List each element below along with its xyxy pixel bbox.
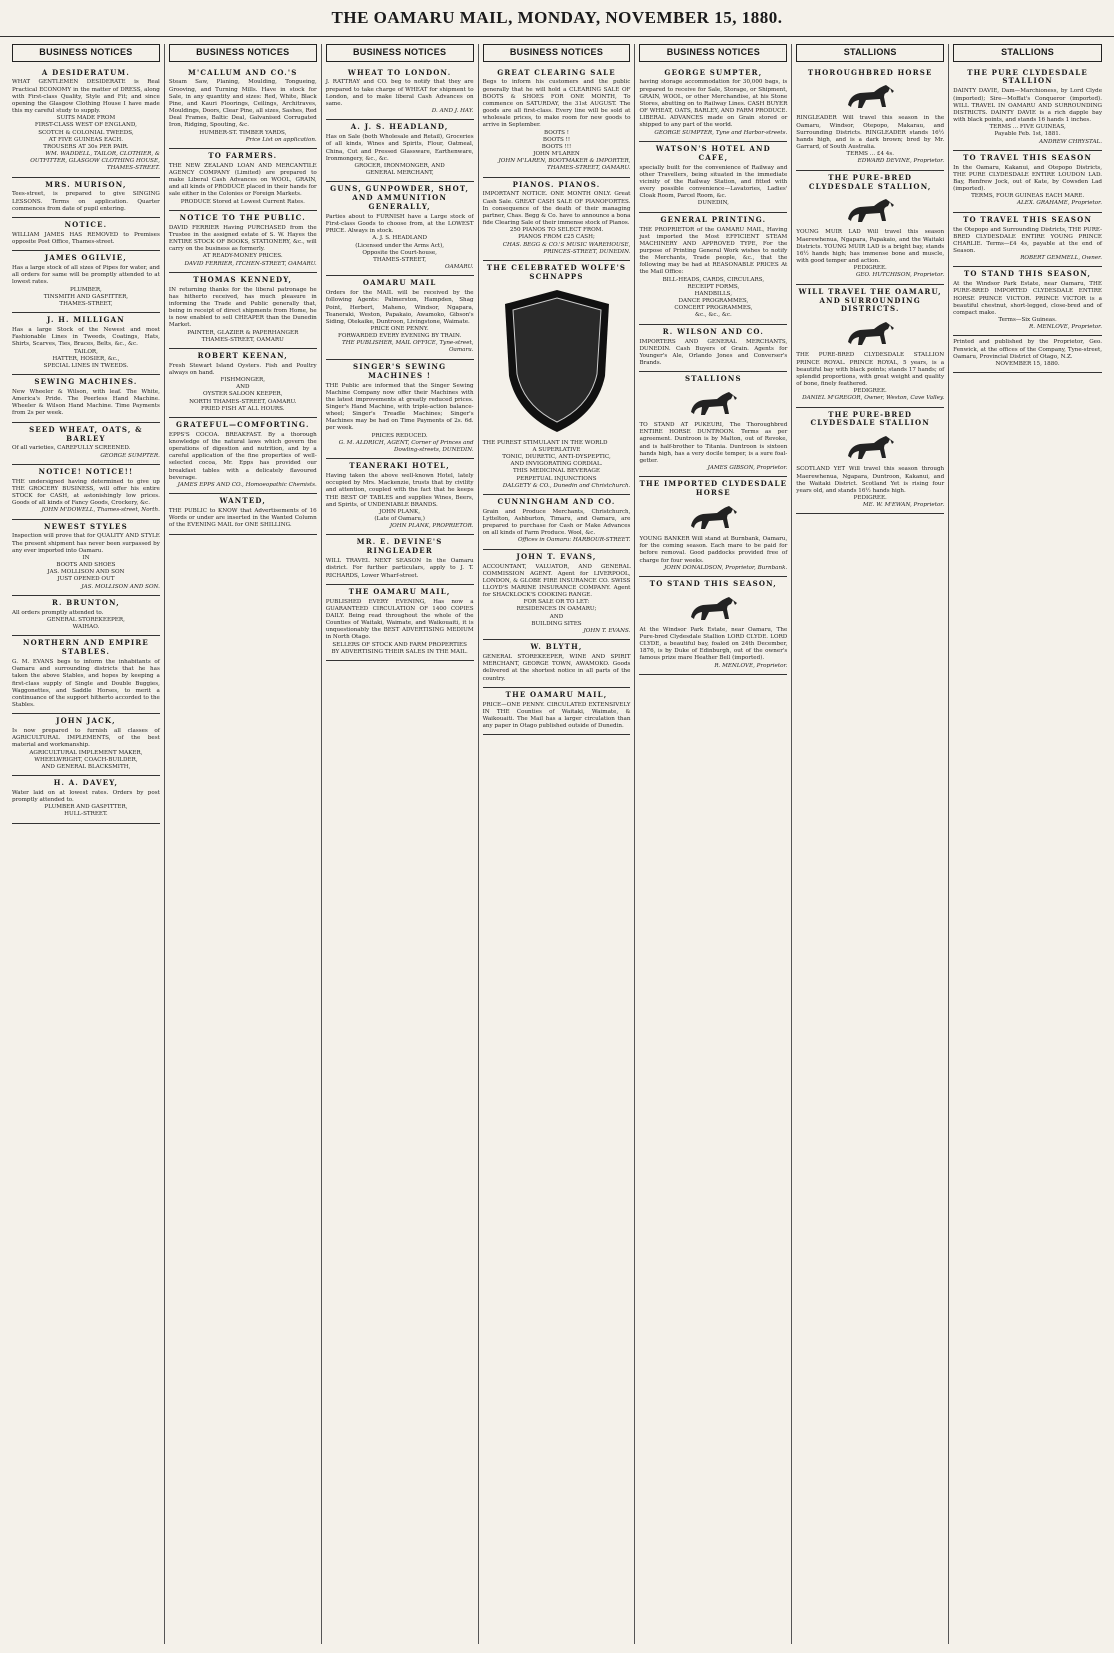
column-1 <box>8 44 165 1644</box>
advertisement <box>12 596 160 636</box>
ad-line: SUITS MADE FROM <box>56 115 116 122</box>
ad-line: TERMS, FOUR GUINEAS EACH MARE. <box>971 193 1085 200</box>
ad-body: Parties about to FURNISH have a Large stock of First-class Goods to choose from, at the LOWEST PRICE. Always in stock. <box>325 214 474 235</box>
ad-title: GENERAL PRINTING. <box>660 214 767 224</box>
ad-line: PAINTER, GLAZIER & PAPERHANGER <box>187 329 299 336</box>
advertisement <box>953 66 1102 151</box>
advertisement <box>953 151 1102 213</box>
ad-title: NEWEST STYLES <box>44 521 128 531</box>
ad-title: A DESIDERATUM. <box>41 67 131 77</box>
ad-title: R. BRUNTON, <box>52 597 120 607</box>
ad-line: TINSMITH AND GASFITTER, <box>43 293 129 300</box>
ad-body: IMPORTERS AND GENERAL MERCHANTS, DUNEDIN. Cash Buyers of Grain. Agents for Younger's Ale, Orlando Jones and Converser's Brands. <box>639 338 788 366</box>
ad-title: GUNS, GUNPOWDER, SHOT, AND AMMUNITION GENERALLY, <box>330 184 470 212</box>
ad-title: THE OAMARU MAIL, <box>505 689 608 699</box>
ad-title: TO TRAVEL THIS SEASON <box>963 214 1093 224</box>
ad-body: J. RATTRAY and CO. beg to notify that they are prepared to take charge of WHEAT for shipment to London, and to make liberal Cash Advances on same. <box>325 79 474 107</box>
column-heading: BUSINESS NOTICES <box>483 44 631 62</box>
ad-signature: GEORGE SUMPTER. <box>100 452 160 459</box>
ad-title: TO STAND THIS SEASON, <box>964 269 1092 279</box>
advertisement <box>169 211 317 273</box>
ad-title: THE OAMARU MAIL, <box>348 586 451 596</box>
ad-title: OAMARU MAIL <box>362 278 437 288</box>
ad-body: the Otepopo and Surrounding Districts, THE PURE-BRED CLYDESDALE ENTIRE YOUNG PRINCE CHARLIE. Terms—£4 4s, payable at the end of Season. <box>953 226 1103 254</box>
ad-body: THE PURE-BRED CLYDESDALE STALLION PRINCE ROYAL. PRINCE ROYAL, 5 years, is a beautiful bay with black points; stands 17 hands; of splendid proportions, with great weight and quality of bone, finely feathered. <box>796 352 945 388</box>
ad-title: MRS. MURISON, <box>45 179 127 189</box>
advertisement <box>639 325 787 373</box>
ad-signature: JOHN M'LAREN, BOOTMAKER & IMPORTER, THAMES-STREET, OAMARU. <box>498 158 631 172</box>
advertisement <box>326 585 474 661</box>
ad-body: THE undersigned having determined to give up THE GROCERY BUSINESS, will offer his entire STOCK for CASH, at astonishingly low prices. Goods of all kinds of Fancy Goods, Crockery, &c. <box>12 478 160 507</box>
ad-body: SCOTLAND YET Will travel this season through Maerewhenua, Ngapara, Duntroon, Kakanui, and the Waitaki District. Scotland Yet is rising four years old, and stands 16½ hands high. <box>796 466 945 494</box>
ad-body: Grain and Produce Merchants, Christchurch, Lyttelton, Ashburton, Timaru, and Oamaru, are prepared to purchase for Cash or Make Advances on all kinds of Farm Produce. Wool, &c. <box>482 508 631 537</box>
ad-signature: JOHN M'DOWELL, Thames-street, North. <box>41 507 160 514</box>
ad-signature: ROBERT GEMMELL, Owner. <box>1020 255 1103 262</box>
ad-line: SCOTCH & COLONIAL TWEEDS, <box>38 129 134 136</box>
column-4 <box>479 44 636 1644</box>
ad-title: JOHN T. EVANS, <box>516 551 597 561</box>
ad-body: ACCOUNTANT, VALUATOR, AND GENERAL COMMISSION AGENT. Agent for LIVERPOOL, LONDON, & GLOBE FIRE INSURANCE CO. SWISS LLOYD'S MARINE INSURANCE COMPANY. Agent for SHACKLOCK'S COOKING RANGE. <box>482 563 631 599</box>
ad-title: PIANOS. PIANOS. <box>512 179 601 189</box>
ad-body: G. M. EVANS begs to inform the inhabitants of Oamaru and surrounding districts that he has taken the above Stables, and hopes by keeping a first-class supply of Single and Double Buggies, Waggonettes, and Saddle Horses, to merit a continuance of the support hitherto accorded to the Stables. <box>12 659 160 708</box>
ad-line: PERPETUAL INJUNCTIONS <box>516 475 597 482</box>
ad-signature: G. M. ALDRICH, AGENT, Corner of Princes and Dowling-streets, DUNEDIN. <box>338 439 474 453</box>
advertisement <box>953 213 1102 268</box>
advertisement <box>639 213 787 325</box>
ad-body: DAINTY DAVIE, Dam—Marchioness, by Lord Clyde (imported); Sire—Moffat's Conqueror (imported). WILL TRAVEL IN OAMARU AND SURROUNDING DISTRICTS. DAINTY DAVIE is a rich dapple bay with black points, and stands 16 hands 1 inches. <box>953 88 1103 124</box>
ad-signature: DANIEL M'GREGOR, Owner, Weston, Cave Valley. <box>802 395 945 402</box>
ad-body: RINGLEADER Will travel this season in the Oamaru, Windsor, Otepopo, Makarau, and Surrounding Districts. RINGLEADER stands 16½ hands high, and is a dark brown; bred by Mr. Garrard, of South Australia. <box>796 115 945 151</box>
ad-signature: R. MENLOVE, Proprietor. <box>714 662 788 669</box>
column-heading: STALLIONS <box>953 44 1102 62</box>
ad-line: 250 PIANOS TO SELECT FROM. <box>509 227 604 234</box>
ad-line: TERMS ... FIVE GUINEAS, <box>989 124 1066 131</box>
ad-line: AND GENERAL BLACKSMITH, <box>41 763 131 770</box>
advertisement <box>639 577 787 675</box>
ad-line: RECEIPT FORMS, <box>687 283 740 290</box>
ad-body: Of all varieties, CAREFULLY SCREENED. <box>12 445 131 452</box>
ad-line: A SUPERLATIVE <box>532 446 581 453</box>
column-6 <box>792 44 949 1644</box>
advertisement <box>796 408 944 515</box>
ad-title: GEORGE SUMPTER, <box>664 67 763 77</box>
ad-line: TROUSERS AT 30s PER PAIR. <box>43 143 129 150</box>
advertisement <box>326 459 474 535</box>
ad-body: DAVID FERRIER Having PURCHASED from the Trustee in the assigned estate of S. W. Hayes the ENTIRE STOCK OF BOOKS, STATIONERY, &c., will carry on the business as formerly. <box>168 224 317 253</box>
advertisement <box>483 66 631 178</box>
ad-line: FIRST-CLASS WEST OF ENGLAND, <box>34 122 137 129</box>
column-heading: BUSINESS NOTICES <box>12 44 160 62</box>
ad-line: HATTER, HOSIER, &c., <box>52 355 120 362</box>
ad-line: IN <box>82 554 90 561</box>
advertisement <box>326 276 474 359</box>
ad-title: WANTED, <box>219 496 267 506</box>
ad-line: (Late of Oamaru,) <box>374 515 425 522</box>
ad-title: J. H. MILLIGAN <box>46 315 125 325</box>
ad-signature: R. MENLOVE, Proprietor. <box>1029 324 1103 331</box>
advertisement <box>12 520 160 596</box>
ad-body: having storage accommodation for 30,000 bags, is prepared to receive for Sale, Storage, or Shipment, GRAIN, WOOL, or other Merchandise, at his Stone Stores, abutting on to Railway Lines. CASH BUYER OF WHEAT, OATS, BARLEY, AND FARM PRODUCE. LIBERAL ADVANCES made on Grain stored or shipped to any part of the world. <box>639 79 788 129</box>
ad-signature: JAMES GIBSON, Proprietor. <box>707 465 788 472</box>
ad-line: THAMES-STREET, <box>59 300 113 307</box>
ad-line: PRODUCE Stored at Lowest Current Rates. <box>180 198 305 205</box>
ad-signature: JOHN PLANK, PROPRIETOR. <box>389 523 474 530</box>
advertisement <box>326 66 474 121</box>
ad-title: TEANERAKI HOTEL, <box>349 461 450 471</box>
ad-signature: JAMES EPPS AND CO., Homoeopathic Chemists. <box>177 481 317 488</box>
advertisement <box>12 251 160 313</box>
ad-line: Opposite the Court-house, <box>362 249 437 256</box>
ad-line: OYSTER SALOON KEEPER, <box>203 391 283 398</box>
ad-line: AND <box>549 613 564 620</box>
advertisement <box>12 218 160 251</box>
advertisement <box>953 336 1102 373</box>
ad-title: TO STAND THIS SEASON, <box>649 578 777 588</box>
ad-signature: D. AND J. HAY. <box>431 108 474 115</box>
advertisement <box>169 349 317 418</box>
column-heading: BUSINESS NOTICES <box>326 44 474 62</box>
ad-body: GENERAL STOREKEEPER, WINE AND SPIRIT MERCHANT, GEORGE TOWN, AWAMOKO. Goods delivered at the shortest notice in all parts of the country. <box>482 654 631 682</box>
horse-engraving-icon <box>840 430 900 464</box>
column-7 <box>949 44 1106 1644</box>
ad-body: All orders promptly attended to. <box>12 609 104 616</box>
ad-line: JOHN M'LAREN <box>533 151 580 158</box>
ad-line: AND INVIGORATING CORDIAL. <box>510 461 603 468</box>
schnapps-shield-icon <box>497 286 617 436</box>
column-heading: STALLIONS <box>796 44 944 62</box>
ad-line: Payable Feb. 1st, 1881. <box>994 131 1061 138</box>
ad-line: JUST OPENED OUT <box>57 576 115 583</box>
ad-line: NORTH THAMES-STREET, OAMARU. <box>189 398 297 405</box>
advertisement <box>483 495 631 550</box>
ad-line: PIANOS FROM £25 CASH; <box>518 234 595 241</box>
ad-title: A. J. S. HEADLAND, <box>350 122 449 132</box>
ad-title: M'CALLUM AND CO.'S <box>188 67 298 77</box>
ad-line: TONIC, DIURETIC, ANTI-DYSPEPTIC, <box>502 454 611 461</box>
ad-body: WHAT GENTLEMEN DESIDERATE is Real Practical ECONOMY in the matter of DRESS, along with First-class Quality, Style and Fit; and since opening the Glasgow Clothing House I have made this my careful study to supply. <box>12 79 160 115</box>
ad-line: WHEELWRIGHT, COACH-BUILDER, <box>34 756 138 763</box>
ad-title: TO FARMERS. <box>208 150 278 160</box>
ad-line: Terms—Six Guineas. <box>998 317 1057 324</box>
advertisement <box>12 423 160 465</box>
ad-title: H. A. DAVEY, <box>53 778 119 788</box>
ad-title: THE IMPORTED CLYDESDALE HORSE <box>639 479 788 498</box>
ad-line: JAS. MOLLISON AND SON <box>47 569 125 576</box>
column-3 <box>322 44 479 1644</box>
ad-title: NOTICE TO THE PUBLIC. <box>179 212 306 222</box>
advertisement <box>639 372 787 477</box>
advertisement <box>796 66 944 171</box>
ad-body: TO STAND AT PUKEURI, The Thoroughbred ENTIRE HORSE DUNTROON. Terms as per agreement. Duntroon is by Malton, out of Revoke, and is half-brother to Titania. Duntroon is sixteen hands high, has a very docile temper, is a sure foal-getter. <box>639 422 788 464</box>
horse-engraving-icon <box>683 591 743 625</box>
masthead-title: THE OAMARU MAIL, MONDAY, NOVEMBER 15, 1880. <box>0 0 1114 37</box>
ad-signature: EDWARD DEVINE, Proprietor. <box>857 158 945 165</box>
ad-line: PRICES REDUCED. <box>371 432 428 439</box>
advertisement <box>169 494 317 534</box>
advertisement <box>483 550 631 641</box>
ad-line: PEDIGREE. <box>853 388 887 395</box>
ad-body: THE NEW ZEALAND LOAN AND MERCANTILE AGENCY COMPANY (Limited) are prepared to make Liberal Cash Advances on WOOL, GRAIN, and all kinds of PRODUCE placed in their hands for sale either in the Colonies or Foreign Markets. <box>168 162 317 198</box>
ad-body: THE PROPRIETOR of the OAMARU MAIL, Having just imported the Most EFFICIENT STEAM MACHINERY AND APPROVED TYPE, For the purpose of Printing General Work wishes to notify the Merchants, Trade people, &c., that the following may be had at REASONABLE PRICES At the Mail Office: <box>639 226 788 276</box>
ad-body: THE PUBLIC to KNOW that Advertisements of 16 Words or under are inserted in the Wanted Column of the EVENING MAIL for ONE SHILLING. <box>168 508 317 529</box>
advertisement <box>483 640 631 688</box>
ad-line: BOOTS !! <box>542 136 571 143</box>
ad-line: CONCERT PROGRAMMES, <box>674 305 753 312</box>
ad-line: FISHMONGER, <box>220 377 266 384</box>
advertisement <box>12 776 160 824</box>
ad-line: FORWARDED EVERY EVENING BY TRAIN. <box>338 333 462 340</box>
advertisement <box>169 273 317 349</box>
advertisement <box>483 688 631 736</box>
advertisement <box>639 66 787 142</box>
ad-body: Having taken the above well-known Hotel, lately occupied by Mrs. Mackenzie, trusts that by civility and attention, coupled with the fact that he keeps THE BEST OF TABLES and supplies Wines, Beers, and Spirits, of UNDENIABLE BRANDS. <box>325 473 474 508</box>
horse-engraving-icon <box>840 316 900 350</box>
ad-body: Inspection will prove that for QUALITY AND STYLE The present shipment has never been surpassed by any ever imported into Oamaru. <box>12 533 160 554</box>
ad-signature: THE PUBLISHER, MAIL OFFICE, Tyne-street, Oamaru. <box>342 340 474 354</box>
ad-body: Is now prepared to furnish all classes of AGRICULTURAL IMPLEMENTS, of the best material and workmanship. <box>12 728 160 749</box>
ad-title: THE PURE-BRED CLYDESDALE STALLION, <box>808 172 932 191</box>
ad-title: WILL TRAVEL THE OAMARU, AND SURROUNDING DISTRICTS. <box>798 286 942 314</box>
ad-body: Fresh Stewart Island Oysters. Fish and Poultry always on hand. <box>168 362 317 376</box>
ad-line: TERMS ... £4 4s. <box>846 151 895 158</box>
ad-line: PRICE ONE PENNY. <box>370 325 429 332</box>
ad-title: R. WILSON AND CO. <box>662 326 764 336</box>
ad-body: PUBLISHED EVERY EVENING, Has now a GUARANTEED CIRCULATION OF 1400 COPIES DAILY. Being read throughout the whole of the Counties of Waitaki, Waimate, and Waikouaiti, it is unquestionably the BEST ADVERTISING MEDIUM in North Otago. <box>325 598 474 641</box>
ad-signature: OAMARU. <box>444 264 474 271</box>
ad-signature: GEO. HUTCHISON, Proprietor. <box>855 272 945 279</box>
ad-line: WAIHAO. <box>72 623 100 630</box>
advertisement <box>12 465 160 520</box>
ad-title: WHEAT TO LONDON. <box>347 67 452 77</box>
column-heading: BUSINESS NOTICES <box>169 44 317 62</box>
ad-title: THE PURE CLYDESDALE STALLION <box>967 67 1088 86</box>
ad-line: &c., &c., &c. <box>694 312 732 319</box>
ad-line: PEDIGREE. <box>853 495 887 502</box>
ad-title: GREAT CLEARING SALE <box>497 67 616 77</box>
horse-engraving-icon <box>683 386 743 420</box>
ad-title: NOTICE! NOTICE!! <box>38 466 134 476</box>
ad-title: GRATEFUL—COMFORTING. <box>175 419 310 429</box>
ad-title: THE PURE-BRED CLYDESDALE STALLION <box>810 409 930 428</box>
ad-line: PLUMBER AND GASFITTER, <box>44 804 128 811</box>
ad-line: HULL-STREET. <box>64 811 108 818</box>
advertisement <box>12 178 160 218</box>
advertisement <box>12 66 160 178</box>
ad-line: SPECIAL LINES IN TWEEDS. <box>43 362 129 369</box>
advertisement <box>796 285 944 408</box>
ad-signature: Offices in Oamaru: HARBOUR-STREET. <box>517 537 631 544</box>
ad-signature: Price List on application. <box>245 136 317 143</box>
ad-line: DANCE PROGRAMMES, <box>678 298 749 305</box>
horse-engraving-icon <box>683 500 743 534</box>
ad-line: RESIDENCES IN OAMARU; <box>516 606 597 613</box>
advertisement <box>12 714 160 776</box>
ad-body: Tees-street, is prepared to give SINGING LESSONS. Terms on application. Quarter commences from date of pupil entering. <box>12 191 160 212</box>
ad-body: PRICE—ONE PENNY. CIRCULATED EXTENSIVELY IN THE Counties of Waitaki, Waimate, & Waikouaiti. The Mail has a larger circulation than any paper in Otago published outside of Dunedin. <box>482 701 631 730</box>
ad-line: BOOTS ! <box>544 129 569 136</box>
ad-title: THOROUGHBRED HORSE <box>807 67 933 77</box>
ad-signature: GEORGE SUMPTER, Tyne and Harbor-streets. <box>654 129 788 136</box>
advertisement <box>12 313 160 375</box>
ad-signature: WM. WADDELL, TAILOR, CLOTHIER, & OUTFITTER, GLASGOW CLOTHING HOUSE, THAMES-STREET. <box>30 151 160 172</box>
ad-title: W. BLYTH, <box>530 642 583 652</box>
ad-body: WILLIAM JAMES HAS REMOVED to Premises opposite Post Office, Thames-street. <box>12 231 160 246</box>
ad-line: FRIED FISH AT ALL HOURS. <box>201 405 285 412</box>
ad-body: IMPORTANT NOTICE. ONE MONTH ONLY. Great Cash Sale. GREAT CASH SALE OF PIANOFORTES. In consequence of the death of their managing partner, Chas. Begg & Co. have to announce a bona fide Clearing Sale of their immense stock of Pianos. <box>482 191 631 227</box>
ad-line: AT FIVE GUINEAS EACH. <box>48 136 124 143</box>
ad-line: PLUMBER, <box>70 286 102 293</box>
ad-signature: DALGETY & CO., Dunedin and Christchurch. <box>502 482 631 489</box>
ad-signature: ANDREW CHRYSTAL. <box>1039 138 1103 145</box>
ad-title: SINGER'S SEWING MACHINES ! <box>352 361 447 380</box>
ad-line: DUNEDIN, <box>697 200 729 207</box>
ad-line: (Licensed under the Arms Act), <box>355 242 445 249</box>
ad-body: THE Public are informed that the Singer Sewing Machine Company now offer their Machines with the latest improvements at greatly reduced prices. Singer's Hand Machine, with triple-action balance-wheel; Singer's Treadle Machines; Singer's Machines may be had on Time Payments of 2s. 6d. per week. <box>325 382 474 432</box>
ad-signature: CHAS. BEGG & CO.'S MUSIC WAREHOUSE, PRINCES-STREET, DUNEDIN. <box>502 241 631 255</box>
advertisement <box>169 418 317 494</box>
ad-line: HUMBER-ST. TIMBER YARDS, <box>199 129 287 136</box>
ad-title: NOTICE. <box>64 219 108 229</box>
newspaper-columns <box>8 44 1106 1644</box>
ad-body: YOUNG BANKER Will stand at Burnbank, Oamaru, for the coming season. Each mare to be paid for before removal. Good paddocks provided free of charge for four weeks. <box>639 536 788 564</box>
ad-line: TAILOR, <box>73 348 98 355</box>
advertisement <box>483 178 631 261</box>
ad-body: specially built for the convenience of Railway and other Travellers, being situated in the immediate vicinity of the Railway Station, and fitted with every possible convenience—Lavatories, Ladies' Cloak Room, Parcel Room, &c. <box>639 164 788 200</box>
ad-line: FOR SALE OR TO LET: <box>523 599 590 606</box>
ad-line: THAMES-STREET, OAMARU <box>201 336 284 343</box>
ad-signature: ME. W. M'EWAN, Proprietor. <box>862 502 945 509</box>
ad-line: BY ADVERTISING THEIR SALES IN THE MAIL. <box>331 648 468 655</box>
ad-title: CUNNINGHAM AND CO. <box>497 496 616 506</box>
ad-line: THIS MEDICINAL BEVERAGE <box>513 468 600 475</box>
ad-line: GENERAL STOREKEEPER, <box>46 616 125 623</box>
ad-body: THE PUREST STIMULANT IN THE WORLD <box>482 439 608 446</box>
ad-signature: JOHN DONALDSON, Proprietor, Burnbank. <box>664 564 788 571</box>
ad-body: Begs to inform his customers and the public generally that he will hold a CLEARING SALE OF BOOTS & SHOES FOR ONE MONTH, To commence on SATURDAY, the 31st AUGUST. The goods are all first-class. Every line will be sold at wholesale prices, to make room for new goods to arrive in September. <box>482 79 631 129</box>
ad-title: SEWING MACHINES. <box>34 376 138 386</box>
advertisement <box>169 66 317 149</box>
ad-body: YOUNG MUIR LAD Will travel this season Maerewhenua, Ngapara, Papakaio, and the Waitaki Districts. YOUNG MUIR LAD is a bright bay, stands 16½ hands high; has immense bone and muscle, with good temper and action. <box>796 229 945 265</box>
ad-title: STALLIONS <box>684 374 742 384</box>
advertisement <box>953 267 1102 336</box>
advertisement <box>639 142 787 213</box>
ad-line: PEDIGREE. <box>853 265 887 272</box>
ad-signature: ALEX. GRAHAME, Proprietor. <box>1017 200 1103 207</box>
ad-line: THAMES-STREET, <box>373 256 427 263</box>
ad-line: BUILDING SITES <box>531 620 582 627</box>
ad-line: BOOTS !!! <box>541 143 572 150</box>
column-2 <box>165 44 322 1644</box>
ad-body: Has on Sale (both Wholesale and Retail), Groceries of all kinds, Wines and Spirits, Flour, Oatmeal, China, Cut and Pressed Glassware, Earthenware, Ironmongery, &c., &c. <box>325 134 474 162</box>
ad-line: BILL-HEADS, CARDS, CIRCULARS, <box>662 276 765 283</box>
ad-body: EPPS'S COCOA. BREAKFAST. By a thorough knowledge of the natural laws which govern the operations of digestion and nutrition, and by a careful application of the fine properties of well-selected cocoa, Mr. Epps has provided our breakfast tables with a delicately flavoured beverage. <box>168 431 317 481</box>
ad-title: JOHN JACK, <box>56 716 116 726</box>
advertisement <box>326 535 474 584</box>
ad-line: AND <box>236 384 250 391</box>
ad-title: NORTHERN AND EMPIRE STABLES. <box>22 638 149 657</box>
ad-line: NOVEMBER 15, 1880. <box>995 360 1060 367</box>
advertisement <box>12 636 160 714</box>
ad-signature: DAVID FERRIER, ITCHEN-STREET, OAMARU. <box>184 260 317 267</box>
ad-title: THOMAS KENNEDY, <box>193 274 293 284</box>
ad-body: Steam Saw, Planing, Moulding, Tongueing, Grooving, and Turning Mills. Have in stock for Sale, in any quantity and sizes: Red, White, Black Pine, and Kauri Floorings, Ceilings, Architraves, Mouldings, Doors, Clear Pine, all sizes, Sashes, Red Deal Frames, Baltic Deal, Galvanised Corrugated Iron, Ridging, Spouting, &c. <box>168 79 317 129</box>
advertisement <box>639 477 787 577</box>
advertisement <box>483 261 631 495</box>
column-heading: BUSINESS NOTICES <box>639 44 787 62</box>
ad-line: AT READY-MONEY PRICES. <box>202 253 283 260</box>
ad-line: AGRICULTURAL IMPLEMENT MAKER, <box>29 749 143 756</box>
ad-title: JAMES OGILVIE, <box>44 253 127 263</box>
ad-body: Orders for the MAIL will be received by the following Agents: Palmerston, Hampden, Shag Point, Herbert, Maheno, Windsor, Ngapara, Teaneraki, Weston, Papakaio, Awamoko, Gibson's Siding, Otekaike, Duntroon, Livingstone, Waimate. <box>325 290 474 325</box>
ad-title: TO TRAVEL THIS SEASON <box>963 152 1093 162</box>
ad-body: Has a large stock of all sizes of Pipes for water, and all orders for same will be promptly attended to at lowest rates. <box>12 265 160 286</box>
ad-title: WATSON'S HOTEL AND CAFE, <box>655 143 771 162</box>
ad-body: IN returning thanks for the liberal patronage he has hitherto received, has much pleasure in informing the Trade and Public generally that, being in receipt of direct shipments from Home, he is now enabled to sell CHEAPER than the Dunedin Market. <box>168 286 317 329</box>
ad-title: THE CELEBRATED WOLFE'S SCHNAPPS <box>486 262 627 281</box>
advertisement <box>326 360 474 459</box>
ad-body: WILL TRAVEL NEXT SEASON In the Oamaru district. For further particulars, apply to J. T. RICHARDS, Lower Wharf-street. <box>325 558 474 579</box>
ad-line: BOOTS AND SHOES <box>56 562 116 569</box>
advertisement <box>326 182 474 276</box>
ad-line: SELLERS OF STOCK AND FARM PROPERTIES <box>332 641 467 648</box>
ad-line: HANDBILLS, <box>694 290 733 297</box>
ad-body: Has a large Stock of the Newest and most Fashionable Lines in Tweeds, Coatings, Hats, Shirts, Scarves, Ties, Braces, Belts, &c., &c. <box>12 327 160 348</box>
advertisement <box>796 171 944 285</box>
horse-engraving-icon <box>840 79 900 113</box>
horse-engraving-icon <box>840 193 900 227</box>
ad-signature: JAS. MOLLISON AND SON. <box>81 583 160 590</box>
ad-line: GENERAL MERCHANT, <box>365 169 434 176</box>
ad-title: ROBERT KEENAN, <box>197 350 288 360</box>
ad-body: Printed and published by the Proprietor, Geo. Fenwick, at the offices of the Company, Tyne-street, Oamaru, Provincial District of Otago, N.Z. <box>953 339 1103 360</box>
ad-line: JOHN PLANK, <box>379 508 421 515</box>
column-5 <box>635 44 792 1644</box>
ad-body: In the Oamaru, Kakanui, and Otepopo Districts, THE PURE CLYDESDALE ENTIRE LOUDON LAD. Bay, Renfrew Jock, out of Kate, by Cowsden Lad (imported). <box>953 164 1103 193</box>
ad-body: New Wheeler & Wilson, with leaf. The White, America's Pride. The Peerless Hand Machine. Wheeler & Wilson Hand Machine. Time Payments from 2s per week. <box>12 388 160 417</box>
ad-body: Water laid on at lowest rates. Orders by post promptly attended to. <box>12 789 160 804</box>
advertisement <box>12 375 160 423</box>
ad-body: At the Windsor Park Estate, near Oamaru, The Pure-bred Clydesdale Stallion LORD CLYDE. LORD CLYDE, a beautiful bay, foaled on 24th December, 1876, is by Duke of Edinburgh, out of the owner's famous prize mare Heather Bell (imported). <box>639 626 788 662</box>
advertisement <box>326 120 474 182</box>
ad-line: A. J. S. HEADLAND <box>372 235 428 242</box>
ad-title: MR. E. DEVINE'S RINGLEADER <box>356 537 443 556</box>
ad-body: At the Windsor Park Estate, near Oamaru, THE PURE-BRED IMPORTED CLYDESDALE ENTIRE HORSE PRINCE VICTOR. PRINCE VICTOR is a beautiful chestnut, short-legged, close-bred and of compact make. <box>953 281 1103 316</box>
ad-signature: JOHN T. EVANS. <box>583 627 631 634</box>
ad-title: SEED WHEAT, OATS, & BARLEY <box>29 424 143 443</box>
advertisement <box>169 149 317 211</box>
ad-line: GROCER, IRONMONGER, AND <box>354 162 445 169</box>
